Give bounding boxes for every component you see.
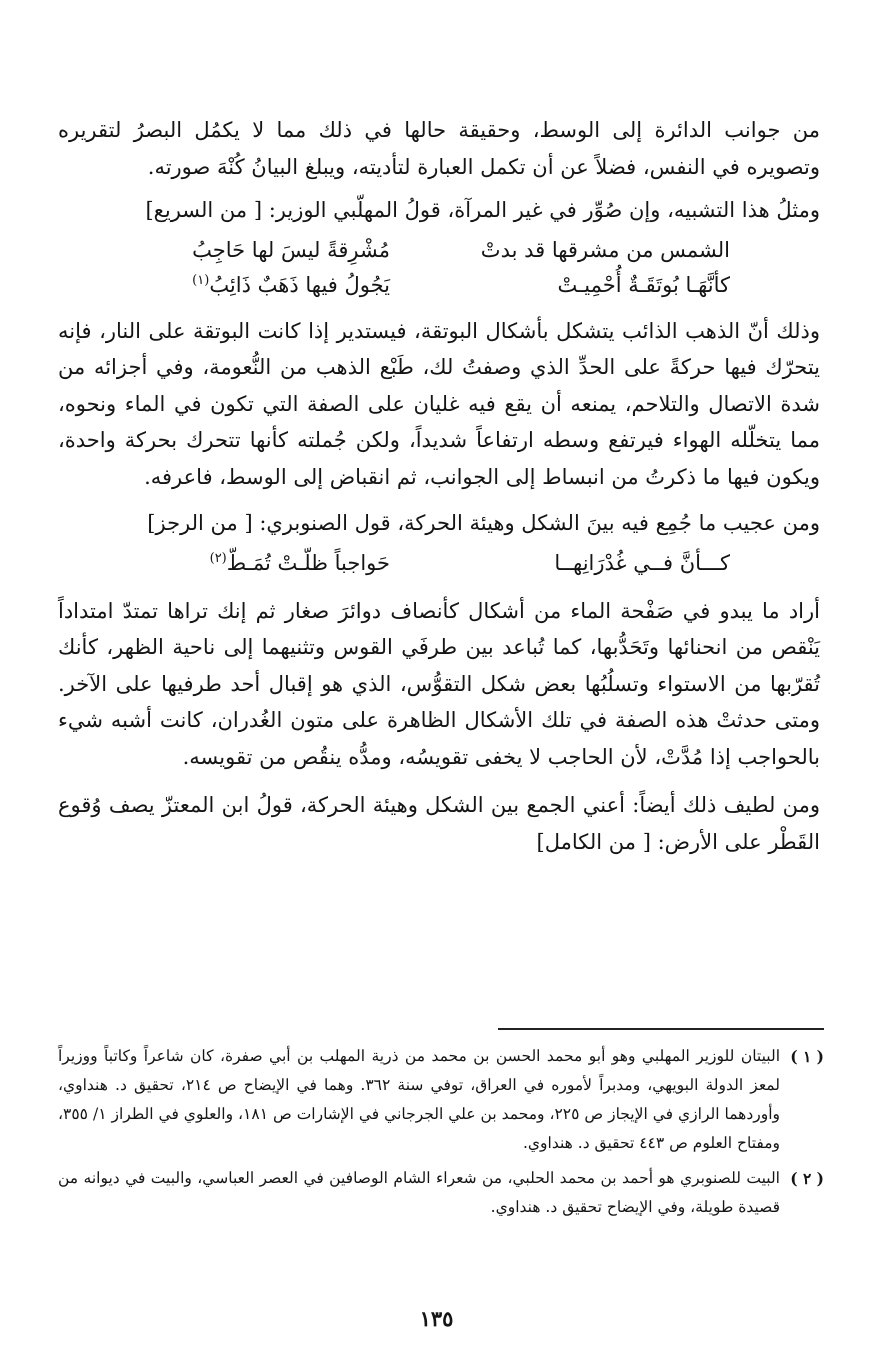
poem-verse	[130, 233, 730, 268]
page-number: ١٣٥	[419, 1306, 454, 1331]
footnote-ref[interactable]: (٢)	[209, 550, 227, 566]
paragraph: ومن لطيف ذلك أيضاً: أعني الجمع بين الشكل وهيئة الحركة، قولُ ابن المعتزّ يصف وُقوع القَطْر على الأرض: [ من الكامل]	[58, 793, 820, 854]
verse-hemistich-second: مُشْرِقةً ليسَ لها حَاجِبُ	[192, 237, 390, 262]
footnote-ref[interactable]: (١)	[192, 272, 210, 288]
footnote-divider	[498, 1028, 824, 1030]
footnote-number: ( ٢ )	[790, 1169, 824, 1188]
paragraph: ومثلُ هذا التشبيه، وإن صُوِّر في غير المرآة، قولُ المهلّبي الوزير: [ من السريع]	[145, 198, 820, 222]
verse-text: حَواجباً ظلّـتْ تُمَـطّ	[226, 550, 390, 575]
footnote-text: البيت للصنوبري هو أحمد بن محمد الحلبي، من شعراء الشام الوصافين في العصر العباسي، والبيت في ديوانه من قصيدة طويلة، وفي الإيضاح تحقيق د. هنداوي.	[58, 1169, 780, 1216]
paragraph: وذلك أنّ الذهب الذائب يتشكل بأشكال البوتقة، فيستدير إذا كانت البوتقة على النار، فإنه يتحرّك فيها حركةً على الحدِّ الذي وصفتُ لك، طَبْع الذهب من النُّعومة، وفي أجزائه من شدة الاتصال والتلاحم، يمنعه أن يقع فيه غليان على الصفة التي تكون في الماء ونحوه، مما يتخلّله الهواء فيرتفع وسطه ارتفاعاً شديداً، ولكن جُملته كأنها تتحرك بحركة واحدة، ويكون فيها ما ذكرتُ من انبساط إلى الجوانب، ثم انقباض إلى الوسط، فاعرفه.	[58, 318, 820, 489]
footnote-number: ( ١ )	[790, 1047, 824, 1066]
verse-hemistich-second	[130, 268, 390, 303]
paragraph: من جوانب الدائرة إلى الوسط، وحقيقة حالها في ذلك مما لا يكمُل البصرُ لتقريره وتصويره في النفس، فضلاً عن أن تكمل العبارة لتأديته، ويبلغ البيانُ كُنْهَ صورته.	[58, 118, 820, 179]
verse-hemistich-first: كـــأنَّ فــي غُدْرَانِهــا	[554, 550, 730, 575]
footnote-text: البيتان للوزير المهلبي وهو أبو محمد الحسن بن محمد من ذرية المهلب بن أبي صفرة، كان شاعراً وكاتباً ووزيراً لمعز الدولة البويهي، ومدبراً لأموره في العراق، توفي سنة ٣٦٢. وهما في الإيضاح ص ٢١٤، تحقيق د. هنداوي، وأوردهما الرازي في الإيجاز ص ٢٢٥، ومحمد بن علي الجرجاني في الإشارات ص ١٨١، والعلوي في الطراز ١/ ٣٥٥، ومفتاح العلوم ص ٤٤٣ تحقيق د. هنداوي.	[58, 1047, 781, 1152]
footnote	[58, 1042, 824, 1158]
poem-verse	[130, 546, 730, 581]
paragraph: أراد ما يبدو في صَفْحة الماء من أشكال كأنصاف دوائرَ صغار ثم إنك تراها تمتدّ امتداداً يَنْقص من انحنائها وتَحَدُّبها، كما تُباعد بين طرفَي القوس وتثنيهما إلى ناحية الظهر، كأنك تُقرّبها من الاستواء وتسلُبُها بعض شكل التقوُّس، الذي هو إقبال أحد طرفيها على الآخر. ومتى حدثتْ هذه الصفة في تلك الأشكال الظاهرة على متون الغُدران، كانت أشبه شيء بالحواجب إذا مُدَّتْ، لأن الحاجب لا يخفى تقويسُه، ومدُّه ينقُص من تقويسه.	[58, 598, 821, 769]
verse-hemistich-second	[130, 546, 390, 581]
paragraph: ومن عجيب ما جُمِع فيه بينَ الشكل وهيئة الحركة، قول الصنوبري: [ من الرجز]	[147, 511, 820, 535]
poem-verse	[130, 268, 730, 303]
footnotes	[58, 1042, 824, 1228]
verse-text: يَجُولُ فيها ذَهَبٌ ذَائِبُ	[209, 272, 390, 297]
verse-hemistich-first: كأنَّهَـا بُوتَقَـةٌ أُحْمِيـتْ	[557, 272, 730, 297]
footnote	[58, 1164, 824, 1222]
verse-hemistich-first: الشمس من مشرقها قد بدتْ	[480, 237, 730, 262]
main-text	[58, 112, 820, 860]
